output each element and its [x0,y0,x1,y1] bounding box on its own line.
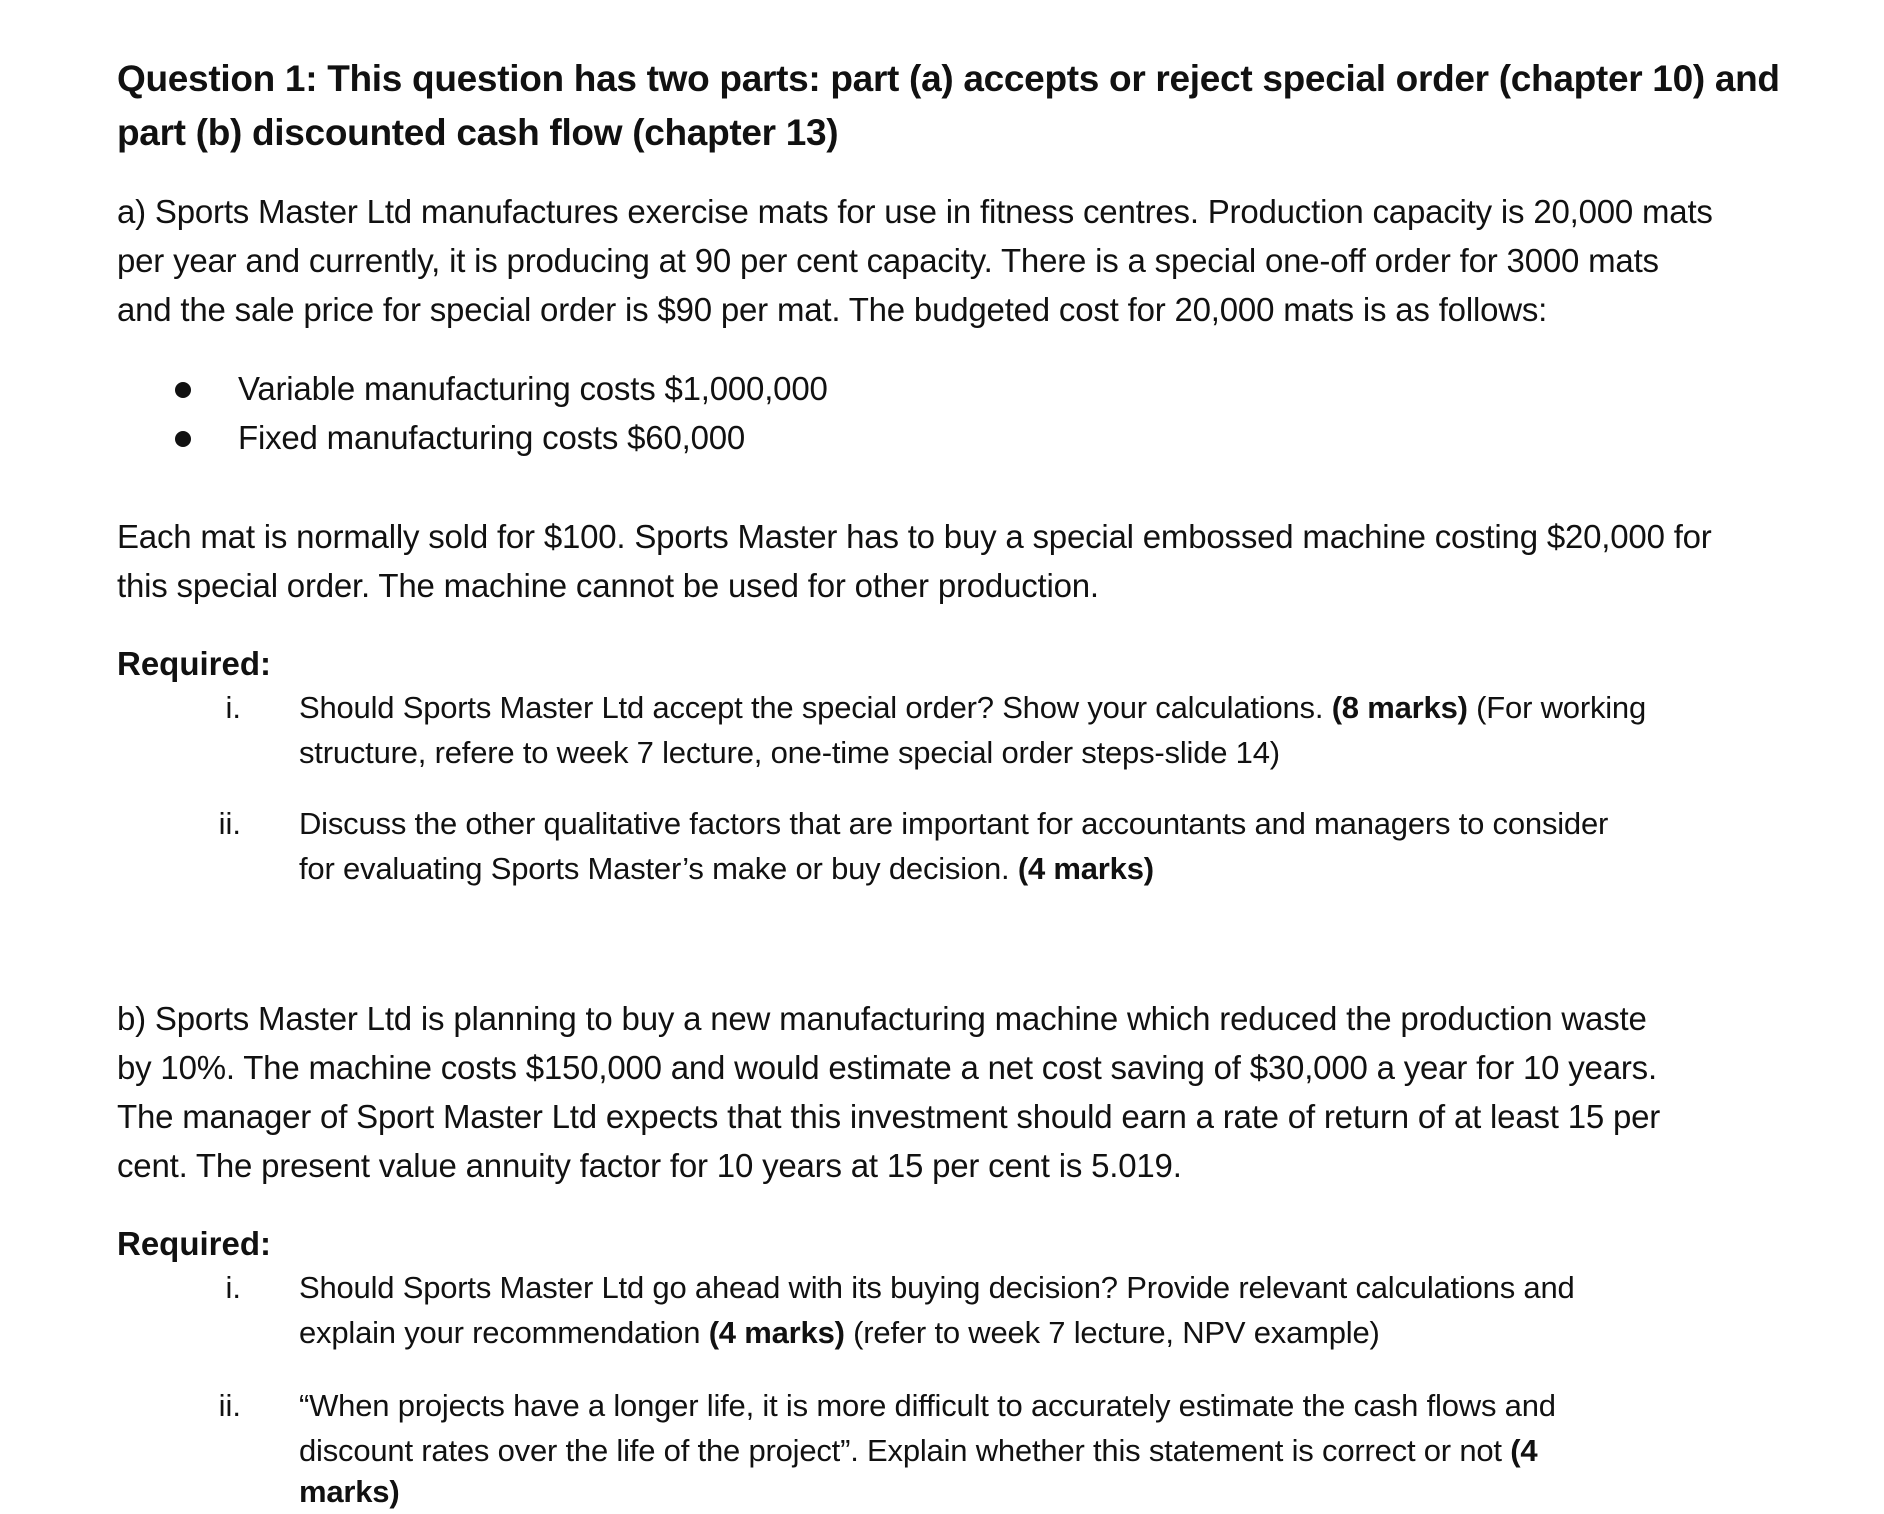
part-a-intro-line-2: per year and currently, it is producing at 90 per cent capacity. There is a special one-off order for 3000 mats [117,242,1659,279]
part-a-item-1-numeral: i. [225,690,241,725]
part-a-item-1-line-2: structure, refere to week 7 lecture, one-time special order steps-slide 14) [299,735,1280,770]
part-b-item-2-numeral: ii. [218,1388,241,1423]
part-a-item-2-line-1: Discuss the other qualitative factors that are important for accountants and managers to consider [299,806,1609,841]
bullet-icon [175,382,191,398]
part-a-item-1-note: (For working [1467,690,1647,725]
part-b-item-2-line-2 [299,1433,1537,1469]
part-a-item-2-line-2 [299,851,1154,887]
part-b-intro-line-3: The manager of Sport Master Ltd expects that this investment should earn a rate of return of at least 15 per [117,1098,1661,1135]
part-b-item-1-line-2 [299,1315,1380,1351]
part-a-required-label: Required: [117,645,272,682]
part-b-intro-line-4: cent. The present value annuity factor for 10 years at 15 per cent is 5.019. [117,1147,1182,1184]
part-b-intro-line-2: by 10%. The machine costs $150,000 and would estimate a net cost saving of $30,000 a year for 10 years. [117,1049,1657,1086]
part-a-item-1-marks: (8 marks) [1331,690,1468,725]
part-b-item-2-marks-start: (4 [1510,1433,1538,1468]
part-b-intro-line-1: b) Sports Master Ltd is planning to buy a new manufacturing machine which reduced the production waste [117,1000,1647,1037]
part-b-item-1-text: explain your recommendation [299,1315,709,1350]
bullet-icon [175,431,191,447]
question-title-line-2: part (b) discounted cash flow (chapter 13) [117,112,839,153]
part-b-item-1-numeral: i. [225,1270,241,1305]
part-b-item-2-line-3 [299,1474,399,1510]
part-a-item-1-text: Should Sports Master Ltd accept the special order? Show your calculations. [299,690,1332,725]
part-b-item-1-line-1: Should Sports Master Ltd go ahead with its buying decision? Provide relevant calculations and [299,1270,1575,1305]
part-a-extra-line-1: Each mat is normally sold for $100. Sports Master has to buy a special embossed machine costing $20,000 for [117,518,1712,555]
part-a-item-2-marks: (4 marks) [1017,851,1154,886]
part-a-intro-line-1: a) Sports Master Ltd manufactures exercise mats for use in fitness centres. Production capacity is 20,000 mats [117,193,1713,230]
part-a-item-2-numeral: ii. [218,806,241,841]
part-b-item-2-text: discount rates over the life of the project”. Explain whether this statement is correct or not [299,1433,1511,1468]
bullet-fixed-costs: Fixed manufacturing costs $60,000 [238,419,746,456]
question-title-line-1: Question 1: This question has two parts: part (a) accepts or reject special order (chapter 10) and [117,58,1780,99]
part-b-item-2-marks-end: marks) [299,1474,400,1509]
part-a-item-2-text: for evaluating Sports Master’s make or buy decision. [299,851,1018,886]
part-a-extra-line-2: this special order. The machine cannot be used for other production. [117,567,1099,604]
part-b-item-1-marks: (4 marks) [708,1315,845,1350]
part-a-intro-line-3: and the sale price for special order is $90 per mat. The budgeted cost for 20,000 mats is as follows: [117,291,1548,328]
bullet-variable-costs: Variable manufacturing costs $1,000,000 [238,370,828,407]
part-a-item-1-line-1 [299,690,1646,726]
part-b-item-2-line-1: “When projects have a longer life, it is more difficult to accurately estimate the cash flows and [299,1388,1556,1423]
part-b-item-1-note: (refer to week 7 lecture, NPV example) [844,1315,1380,1350]
part-b-required-label: Required: [117,1225,272,1262]
